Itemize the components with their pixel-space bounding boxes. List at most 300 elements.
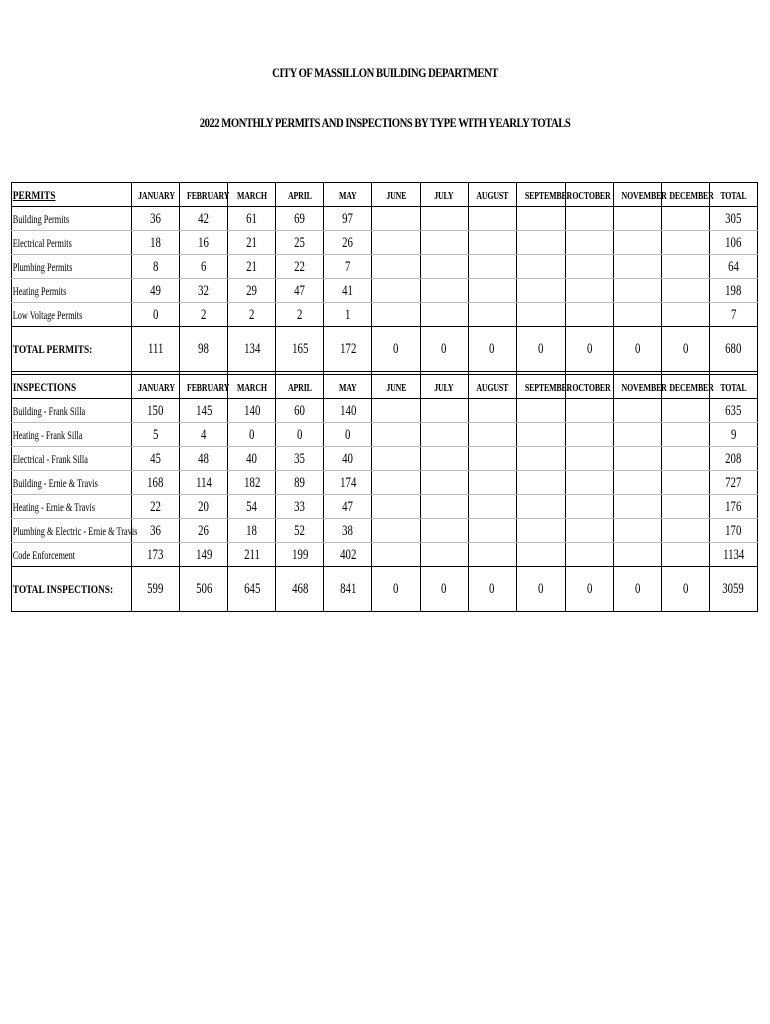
value-cell <box>132 447 180 471</box>
value-cell <box>228 255 276 279</box>
value-cell <box>228 303 276 327</box>
total-value: 0 <box>682 581 689 597</box>
value-cell <box>516 231 565 255</box>
row-total-cell <box>709 279 757 303</box>
cell-value: 29 <box>246 282 258 299</box>
month-header-cell <box>324 375 372 399</box>
month-header: OCTOBER <box>572 382 611 394</box>
value-cell <box>516 543 565 567</box>
total-value: 599 <box>147 581 164 597</box>
total-value: 0 <box>634 341 641 357</box>
row-label: Building - Frank Silla <box>12 405 86 418</box>
inspections-total-label: TOTAL INSPECTIONS: <box>12 582 114 596</box>
value-cell <box>132 231 180 255</box>
value-cell <box>468 207 516 231</box>
value-cell <box>565 495 613 519</box>
cell-value: 2 <box>201 306 207 323</box>
value-cell <box>420 495 468 519</box>
value-cell <box>516 255 565 279</box>
row-label-cell <box>12 279 132 303</box>
value-cell <box>180 279 228 303</box>
value-cell <box>324 423 372 447</box>
cell-value: 89 <box>294 474 306 491</box>
total-value-cell <box>565 567 613 612</box>
cell-value: 33 <box>294 498 306 515</box>
value-cell <box>276 231 324 255</box>
cell-value: 16 <box>198 234 210 251</box>
month-header: OCTOBER <box>572 190 611 202</box>
inspections-total-row <box>12 567 758 612</box>
value-cell <box>228 207 276 231</box>
cell-value: 6 <box>201 258 207 275</box>
value-cell <box>276 207 324 231</box>
cell-value: 140 <box>339 402 357 419</box>
total-value-cell <box>372 567 420 612</box>
row-label: Building Permits <box>12 213 70 226</box>
value-cell <box>516 471 565 495</box>
cell-value: 5 <box>152 426 159 443</box>
value-cell <box>372 207 420 231</box>
cell-value: 0 <box>249 426 255 443</box>
row-label-cell <box>12 423 132 447</box>
value-cell <box>565 423 613 447</box>
total-value: 172 <box>339 341 357 357</box>
month-header: JUNE <box>386 190 406 202</box>
value-cell <box>565 279 613 303</box>
cell-value: 1 <box>345 306 351 323</box>
inspections-data-row <box>12 495 758 519</box>
value-cell <box>565 519 613 543</box>
cell-value: 60 <box>294 402 306 419</box>
month-header: FEBRUARY <box>187 190 230 202</box>
total-value-cell <box>661 327 709 372</box>
month-header: FEBRUARY <box>187 382 230 394</box>
month-header-cell <box>565 375 613 399</box>
value-cell <box>420 255 468 279</box>
value-cell <box>324 207 372 231</box>
cell-value: 21 <box>246 234 258 251</box>
value-cell <box>468 255 516 279</box>
month-header: JUNE <box>386 382 406 394</box>
value-cell <box>661 495 709 519</box>
value-cell <box>661 423 709 447</box>
grand-total-cell <box>709 327 757 372</box>
value-cell <box>372 543 420 567</box>
cell-value: 174 <box>339 474 357 491</box>
month-header-cell <box>276 375 324 399</box>
page-subtitle: 2022 MONTHLY PERMITS AND INSPECTIONS BY TYPE WITH YEARLY TOTALS <box>199 115 571 130</box>
value-cell <box>468 279 516 303</box>
value-cell <box>420 207 468 231</box>
value-cell <box>661 255 709 279</box>
cell-value: 22 <box>294 258 306 275</box>
total-value: 645 <box>243 581 260 597</box>
total-header: TOTAL <box>720 190 747 202</box>
cell-value: 49 <box>150 282 162 299</box>
row-label: Low Voltage Permits <box>12 309 83 322</box>
value-cell <box>228 543 276 567</box>
value-cell <box>420 279 468 303</box>
month-header: MAY <box>339 190 357 202</box>
row-label-cell <box>12 519 138 543</box>
value-cell <box>516 399 565 423</box>
cell-value: 54 <box>246 498 258 515</box>
inspections-data-row <box>12 399 758 423</box>
value-cell <box>613 255 661 279</box>
value-cell <box>420 519 468 543</box>
value-cell <box>228 279 276 303</box>
month-header-cell <box>228 375 276 399</box>
value-cell <box>420 231 468 255</box>
month-header-cell <box>180 375 228 399</box>
month-header-cell <box>132 375 180 399</box>
value-cell <box>132 279 180 303</box>
month-header-cell <box>420 183 468 207</box>
row-label-cell <box>12 399 132 423</box>
total-value: 0 <box>634 581 641 597</box>
value-cell <box>468 303 516 327</box>
value-cell <box>420 423 468 447</box>
month-header-cell <box>468 183 516 207</box>
value-cell <box>132 423 180 447</box>
value-cell <box>516 519 565 543</box>
value-cell <box>468 519 516 543</box>
month-header: MAY <box>339 382 357 394</box>
total-value-cell <box>613 327 661 372</box>
value-cell <box>661 399 709 423</box>
month-header-cell <box>661 375 714 399</box>
row-total-cell <box>709 231 757 255</box>
total-value-cell <box>180 567 228 612</box>
month-header-cell <box>372 375 420 399</box>
row-total-cell <box>709 255 757 279</box>
value-cell <box>228 519 276 543</box>
value-cell <box>276 399 324 423</box>
value-cell <box>228 447 276 471</box>
value-cell <box>420 399 468 423</box>
value-cell <box>613 495 661 519</box>
value-cell <box>276 495 324 519</box>
inspections-data-row <box>12 423 758 447</box>
value-cell <box>516 447 565 471</box>
value-cell <box>613 279 661 303</box>
cell-value: 48 <box>198 450 210 467</box>
value-cell <box>661 471 709 495</box>
total-value-cell <box>516 567 565 612</box>
value-cell <box>661 279 709 303</box>
value-cell <box>372 255 420 279</box>
month-header: JULY <box>434 190 454 202</box>
row-label: Plumbing Permits <box>12 261 73 274</box>
value-cell <box>565 447 613 471</box>
month-header-cell <box>613 183 667 207</box>
permits-total-row <box>12 327 758 372</box>
row-total: 727 <box>725 474 742 491</box>
value-cell <box>276 447 324 471</box>
permits-header-row <box>12 183 758 207</box>
grand-total-cell <box>709 567 757 612</box>
cell-value: 69 <box>294 210 306 227</box>
cell-value: 97 <box>342 210 354 227</box>
value-cell <box>324 447 372 471</box>
value-cell <box>324 399 372 423</box>
total-label-cell <box>12 327 132 372</box>
total-value: 0 <box>441 581 447 597</box>
cell-value: 40 <box>246 450 258 467</box>
value-cell <box>180 447 228 471</box>
cell-value: 22 <box>150 498 162 515</box>
inspections-data-row <box>12 447 758 471</box>
total-value: 0 <box>441 341 447 357</box>
cell-value: 0 <box>345 426 351 443</box>
value-cell <box>276 471 324 495</box>
total-value: 0 <box>393 581 399 597</box>
cell-value: 26 <box>198 522 210 539</box>
cell-value: 25 <box>294 234 306 251</box>
row-label: Heating - Ernie & Travis <box>12 501 96 514</box>
cell-value: 149 <box>195 546 212 563</box>
row-total: 7 <box>730 306 737 323</box>
permits-data-row <box>12 303 758 327</box>
total-value: 0 <box>537 341 544 357</box>
total-header-cell <box>709 183 757 207</box>
cell-value: 45 <box>150 450 162 467</box>
cell-value: 168 <box>147 474 164 491</box>
value-cell <box>468 231 516 255</box>
value-cell <box>180 303 228 327</box>
row-label: Electrical Permits <box>12 237 72 250</box>
cell-value: 41 <box>342 282 354 299</box>
cell-value: 402 <box>339 546 357 563</box>
value-cell <box>324 255 372 279</box>
month-header-cell <box>132 183 180 207</box>
cell-value: 7 <box>345 258 351 275</box>
value-cell <box>661 303 709 327</box>
month-header: DECEMBER <box>669 190 714 202</box>
value-cell <box>613 447 661 471</box>
cell-value: 182 <box>243 474 260 491</box>
total-header-cell <box>709 375 757 399</box>
month-header: JANUARY <box>138 382 176 394</box>
total-value-cell <box>516 327 565 372</box>
value-cell <box>565 255 613 279</box>
cell-value: 40 <box>342 450 354 467</box>
total-value-cell <box>324 567 372 612</box>
total-value: 841 <box>339 581 357 597</box>
month-header: MARCH <box>236 190 267 202</box>
value-cell <box>516 207 565 231</box>
total-value-cell <box>661 567 709 612</box>
value-cell <box>180 423 228 447</box>
month-header: SEPTEMBER <box>524 382 572 394</box>
cell-value: 140 <box>243 402 260 419</box>
value-cell <box>613 207 661 231</box>
value-cell <box>516 495 565 519</box>
value-cell <box>132 255 180 279</box>
value-cell <box>324 543 372 567</box>
value-cell <box>324 519 372 543</box>
total-value-cell <box>420 567 468 612</box>
total-value-cell <box>324 327 372 372</box>
total-value-cell <box>180 327 228 372</box>
value-cell <box>372 399 420 423</box>
value-cell <box>613 471 661 495</box>
inspections-section-label-cell <box>12 375 132 399</box>
value-cell <box>468 471 516 495</box>
value-cell <box>468 423 516 447</box>
row-total: 64 <box>728 258 739 275</box>
row-label-cell <box>12 447 132 471</box>
value-cell <box>276 255 324 279</box>
row-total-cell <box>709 399 757 423</box>
value-cell <box>565 303 613 327</box>
total-value: 0 <box>537 581 544 597</box>
total-value-cell <box>132 327 180 372</box>
row-total: 170 <box>725 522 742 539</box>
value-cell <box>324 279 372 303</box>
cell-value: 38 <box>342 522 354 539</box>
inspections-grand-total: 3059 <box>722 581 745 597</box>
permits-section-label: PERMITS <box>12 187 56 202</box>
cell-value: 32 <box>198 282 210 299</box>
month-header: JANUARY <box>138 190 176 202</box>
row-total-cell <box>709 303 757 327</box>
total-value: 111 <box>147 341 164 357</box>
total-value-cell <box>613 567 661 612</box>
value-cell <box>228 423 276 447</box>
cell-value: 114 <box>195 474 212 491</box>
value-cell <box>276 303 324 327</box>
value-cell <box>565 471 613 495</box>
value-cell <box>613 519 661 543</box>
value-cell <box>661 207 709 231</box>
row-total-cell <box>709 423 757 447</box>
value-cell <box>180 519 228 543</box>
value-cell <box>372 303 420 327</box>
row-total: 305 <box>725 210 742 227</box>
total-value-cell <box>468 567 516 612</box>
month-header: SEPTEMBER <box>524 190 572 202</box>
total-value-cell <box>276 567 324 612</box>
total-label-cell <box>12 567 132 612</box>
cell-value: 21 <box>246 258 258 275</box>
value-cell <box>132 543 180 567</box>
row-total-cell <box>709 207 757 231</box>
permits-inspections-table <box>11 182 758 612</box>
row-total-cell <box>709 495 757 519</box>
row-label: Building - Ernie & Travis <box>12 477 98 490</box>
cell-value: 36 <box>150 210 162 227</box>
total-value: 165 <box>291 341 308 357</box>
value-cell <box>228 495 276 519</box>
row-total: 9 <box>730 426 737 443</box>
value-cell <box>420 471 468 495</box>
value-cell <box>324 471 372 495</box>
row-label-cell <box>12 543 132 567</box>
cell-value: 0 <box>152 306 159 323</box>
cell-value: 18 <box>246 522 258 539</box>
value-cell <box>276 423 324 447</box>
value-cell <box>228 399 276 423</box>
month-header-cell <box>661 183 714 207</box>
cell-value: 47 <box>342 498 354 515</box>
value-cell <box>372 495 420 519</box>
total-value-cell <box>468 327 516 372</box>
month-header-cell <box>516 375 572 399</box>
total-value: 98 <box>198 341 210 357</box>
value-cell <box>516 303 565 327</box>
value-cell <box>613 423 661 447</box>
total-value: 506 <box>195 581 212 597</box>
cell-value: 42 <box>198 210 210 227</box>
value-cell <box>661 543 709 567</box>
value-cell <box>661 447 709 471</box>
inspections-section-label: INSPECTIONS <box>12 379 77 394</box>
value-cell <box>372 231 420 255</box>
cell-value: 2 <box>297 306 303 323</box>
month-header-cell <box>228 183 276 207</box>
value-cell <box>324 303 372 327</box>
value-cell <box>132 207 180 231</box>
month-header: AUGUST <box>476 382 509 394</box>
value-cell <box>132 303 180 327</box>
value-cell <box>372 519 420 543</box>
value-cell <box>276 279 324 303</box>
row-total-cell <box>709 519 757 543</box>
inspections-header-row <box>12 375 758 399</box>
value-cell <box>613 303 661 327</box>
value-cell <box>228 231 276 255</box>
row-total: 106 <box>725 234 742 251</box>
row-total: 176 <box>725 498 742 515</box>
cell-value: 150 <box>147 402 164 419</box>
row-label: Electrical - Frank Silla <box>12 453 88 466</box>
month-header-cell <box>613 375 667 399</box>
value-cell <box>661 231 709 255</box>
total-value-cell <box>132 567 180 612</box>
inspections-data-row <box>12 471 758 495</box>
cell-value: 4 <box>201 426 207 443</box>
value-cell <box>516 423 565 447</box>
month-header-cell <box>372 183 420 207</box>
month-header: DECEMBER <box>669 382 714 394</box>
row-label: Heating Permits <box>12 285 67 298</box>
total-value: 0 <box>586 581 592 597</box>
value-cell <box>276 543 324 567</box>
month-header: NOVEMBER <box>621 382 667 394</box>
inspections-data-row <box>12 543 758 567</box>
row-label: Plumbing & Electric - Ernie & Travis <box>12 525 138 538</box>
month-header: MARCH <box>236 382 267 394</box>
total-value: 0 <box>489 341 495 357</box>
value-cell <box>132 495 180 519</box>
total-value: 0 <box>393 341 399 357</box>
value-cell <box>180 399 228 423</box>
row-total: 1134 <box>722 546 745 563</box>
month-header: JULY <box>434 382 454 394</box>
cell-value: 173 <box>147 546 164 563</box>
value-cell <box>132 399 180 423</box>
value-cell <box>180 255 228 279</box>
cell-value: 0 <box>297 426 303 443</box>
cell-value: 211 <box>243 546 260 563</box>
row-total-cell <box>709 543 757 567</box>
cell-value: 26 <box>342 234 354 251</box>
row-label: Code Enforcement <box>12 549 76 562</box>
row-total: 198 <box>725 282 742 299</box>
value-cell <box>516 279 565 303</box>
value-cell <box>372 279 420 303</box>
